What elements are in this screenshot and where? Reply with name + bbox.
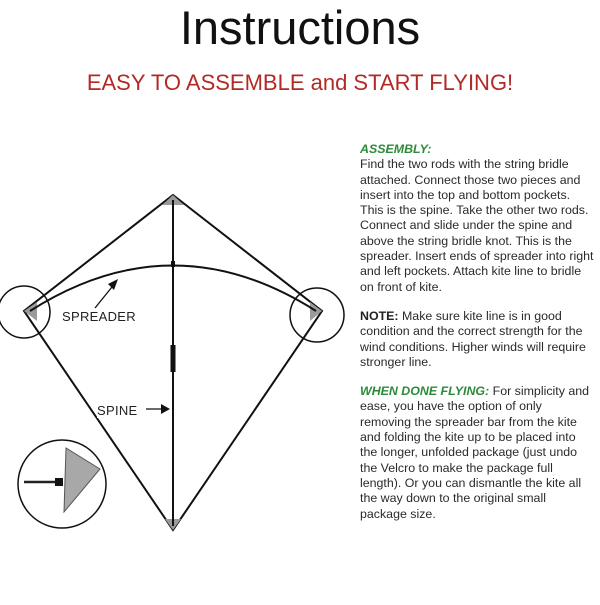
done-flying-body: For simplicity and ease, you have the option of only removing the spreader bar from the kite and folding the kite up to be placed into the longer, unfolded package (just undo the Velcro to make the package full length). Or you can dismantle the kite all the way down to the original small package size. bbox=[360, 384, 590, 521]
spine-arrow-head bbox=[161, 404, 170, 414]
note-section bbox=[360, 309, 596, 370]
note-heading: NOTE: bbox=[360, 308, 399, 323]
spine-label: SPINE bbox=[97, 403, 138, 418]
note-body: Make sure kite line is in good condition and the correct strength for the wind conditions. Higher winds will require stronger line. bbox=[360, 308, 586, 369]
done-flying-heading: WHEN DONE FLYING: bbox=[360, 384, 490, 399]
assembly-heading: ASSEMBLY: bbox=[360, 142, 432, 156]
magnified-pocket bbox=[64, 448, 100, 512]
assembly-section bbox=[360, 142, 596, 295]
assembly-body: Find the two rods with the string bridle attached. Connect those two pieces and insert into the top and bottom pockets. This is the spine. Take the other two rods. Connect and slide under the spine and above the string bridle knot. This is the spreader. Insert ends of spreader into right and left pockets. Attach kite line to bridle on front of kite. bbox=[360, 157, 594, 294]
done-flying-section bbox=[360, 384, 596, 522]
spreader-label: SPREADER bbox=[62, 309, 136, 324]
instructions-text bbox=[360, 142, 596, 536]
spreader-arrow-head bbox=[108, 279, 118, 290]
magnified-rod-end bbox=[55, 478, 63, 486]
page-title: Instructions bbox=[179, 1, 421, 54]
page-subtitle: EASY TO ASSEMBLE and START FLYING! bbox=[86, 70, 514, 95]
